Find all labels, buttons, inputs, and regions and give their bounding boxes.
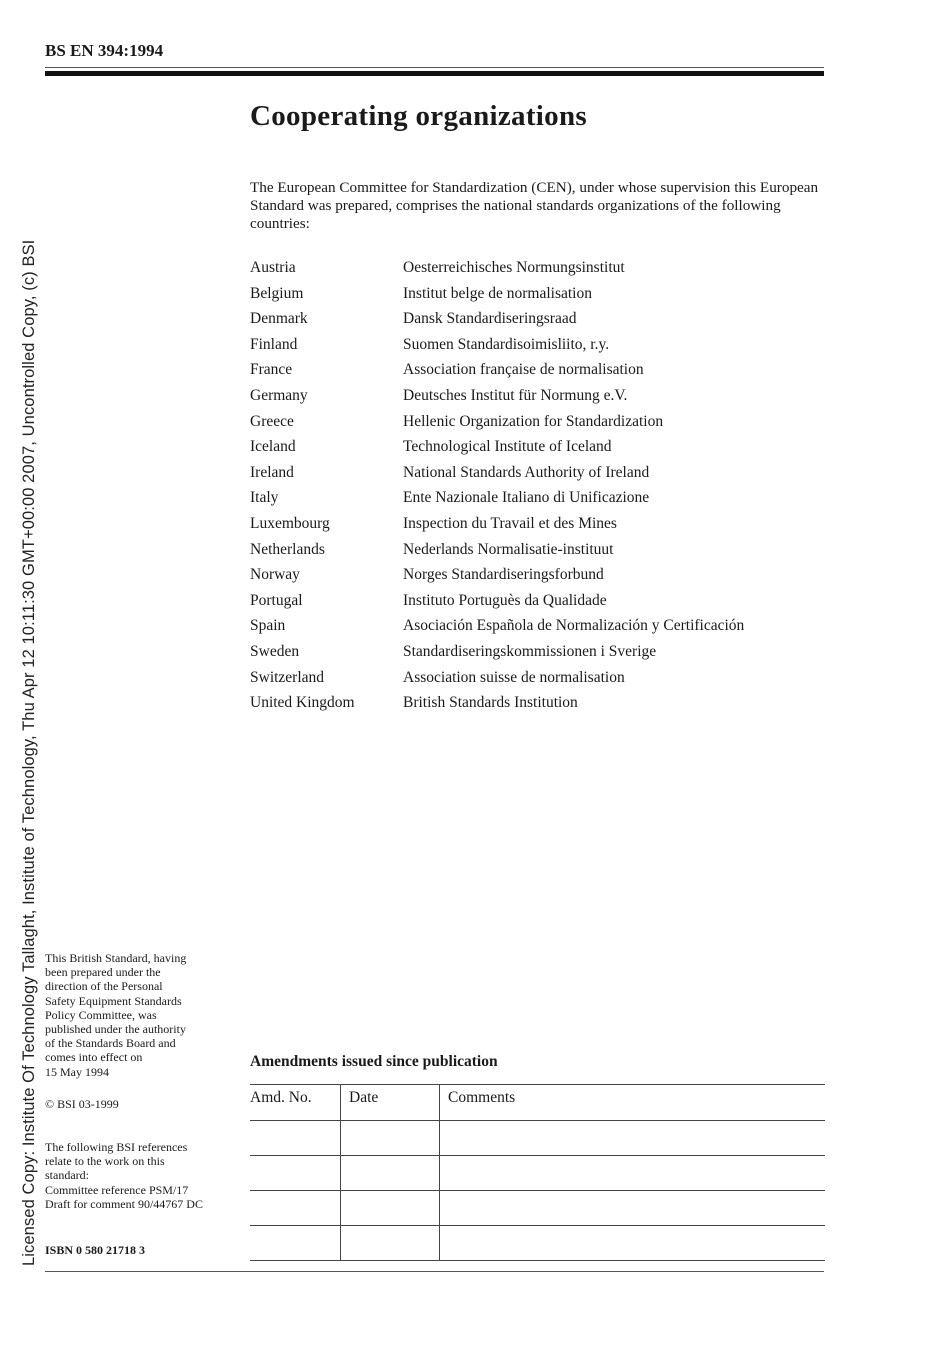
organization-name: Deutsches Institut für Normung e.V. [403,386,628,404]
country-row [250,693,830,719]
country-list [250,258,830,719]
country-name: Ireland [250,463,294,481]
note-line: of the Standards Board and [45,1036,176,1051]
amendment-cell [250,1121,341,1156]
amendments-table [250,1084,825,1261]
amendment-cell [440,1226,826,1261]
amendment-cell [440,1191,826,1226]
country-row [250,514,830,540]
note-line: Policy Committee, was [45,1007,157,1022]
amendment-cell [341,1226,440,1261]
country-name: Norway [250,566,300,584]
organization-name: National Standards Authority of Ireland [403,463,650,481]
amendment-cell [250,1226,341,1261]
organization-name: Suomen Standardisoimisliito, r.y. [403,335,610,353]
country-row [250,642,830,668]
organization-name: Technological Institute of Iceland [403,438,612,456]
country-name: Iceland [250,438,296,456]
license-watermark: Licensed Copy: Institute Of Technology Tallaght, Institute of Technology, Thu Apr 12 10:11:30 GMT+00:00 2007, Uncontrolled Copy, (c) BSI [20,239,38,1266]
organization-name: Instituto Portuguès da Qualidade [403,591,607,609]
note-line: comes into effect on [45,1050,143,1065]
column-header-amd-no: Amd. No. [250,1085,341,1121]
amendment-cell [341,1191,440,1226]
amendment-cell [250,1156,341,1191]
organization-name: Dansk Standardiseringsraad [403,310,577,328]
country-name: Italy [250,489,279,507]
note-line: direction of the Personal [45,979,163,994]
country-row [250,488,830,514]
country-name: Switzerland [250,668,325,686]
country-row [250,412,830,438]
note-line: Safety Equipment Standards [45,993,182,1008]
country-row [250,335,830,361]
organization-name: British Standards Institution [403,694,578,712]
amendment-row [250,1226,825,1261]
note-line: been prepared under the [45,965,161,980]
amendment-cell [250,1191,341,1226]
country-name: Belgium [250,284,304,302]
organization-name: Institut belge de normalisation [403,284,592,302]
organization-name: Hellenic Organization for Standardization [403,412,664,430]
organization-name: Ente Nazionale Italiano di Unificazione [403,489,650,507]
note-line: published under the authority [45,1022,186,1037]
country-name: Netherlands [250,540,325,558]
authority-note [45,951,235,1079]
amendment-row [250,1191,825,1226]
country-row [250,284,830,310]
note-line: 15 May 1994 [45,1064,109,1079]
country-row [250,386,830,412]
intro-paragraph: The European Committee for Standardization (CEN), under whose supervision this European Standard was prepared, comprises the national standards organizations of the following countries: [250,179,819,232]
country-row [250,668,830,694]
country-row [250,591,830,617]
note-line: Committee reference PSM/17 [45,1182,189,1197]
country-name: Spain [250,617,286,635]
country-name: Denmark [250,310,308,328]
amendment-cell [440,1156,826,1191]
country-name: Portugal [250,591,303,609]
column-header-date: Date [341,1085,440,1121]
country-row [250,540,830,566]
organization-name: Association suisse de normalisation [403,668,625,686]
organization-name: Association française de normalisation [403,361,644,379]
country-name: Finland [250,335,298,353]
isbn-number: ISBN 0 580 21718 3 [45,1243,146,1257]
country-name: United Kingdom [250,694,355,712]
country-name: Luxembourg [250,514,330,532]
note-line: Draft for comment 90/44767 DC [45,1196,203,1211]
amendment-row [250,1156,825,1191]
column-header-comments: Comments [440,1085,826,1121]
amendment-cell [440,1121,826,1156]
country-row [250,309,830,335]
country-name: Austria [250,259,296,276]
organization-name: Asociación Española de Normalización y Certificación [403,617,745,635]
country-name: Sweden [250,642,300,660]
footer-rule [45,1271,824,1272]
note-line: This British Standard, having [45,951,187,965]
amendment-cell [341,1156,440,1191]
note-line: relate to the work on this [45,1154,165,1169]
country-row [250,437,830,463]
amendments-header-row [250,1085,825,1121]
country-row [250,463,830,489]
country-row [250,258,830,284]
amendments-title: Amendments issued since publication [250,1053,498,1070]
organization-name: Nederlands Normalisatie-instituut [403,540,614,558]
country-name: Germany [250,386,308,404]
note-line: The following BSI references [45,1140,188,1154]
amendment-cell [341,1121,440,1156]
page-title: Cooperating organizations [250,100,587,132]
header-rule-thin [45,67,824,68]
organization-name: Standardiseringskommissionen i Sverige [403,642,657,660]
organization-name: Norges Standardiseringsforbund [403,566,604,584]
note-line: standard: [45,1168,89,1183]
header-rule-thick [45,71,824,76]
bsi-references-note [45,1140,235,1211]
country-row [250,616,830,642]
country-row [250,360,830,386]
amendment-row [250,1121,825,1156]
country-row [250,565,830,591]
organization-name: Oesterreichisches Normungsinstitut [403,259,625,276]
organization-name: Inspection du Travail et des Mines [403,514,617,532]
country-name: Greece [250,412,294,430]
standard-code: BS EN 394:1994 [45,41,164,60]
copyright-note: © BSI 03-1999 [45,1097,119,1111]
country-name: France [250,361,293,379]
